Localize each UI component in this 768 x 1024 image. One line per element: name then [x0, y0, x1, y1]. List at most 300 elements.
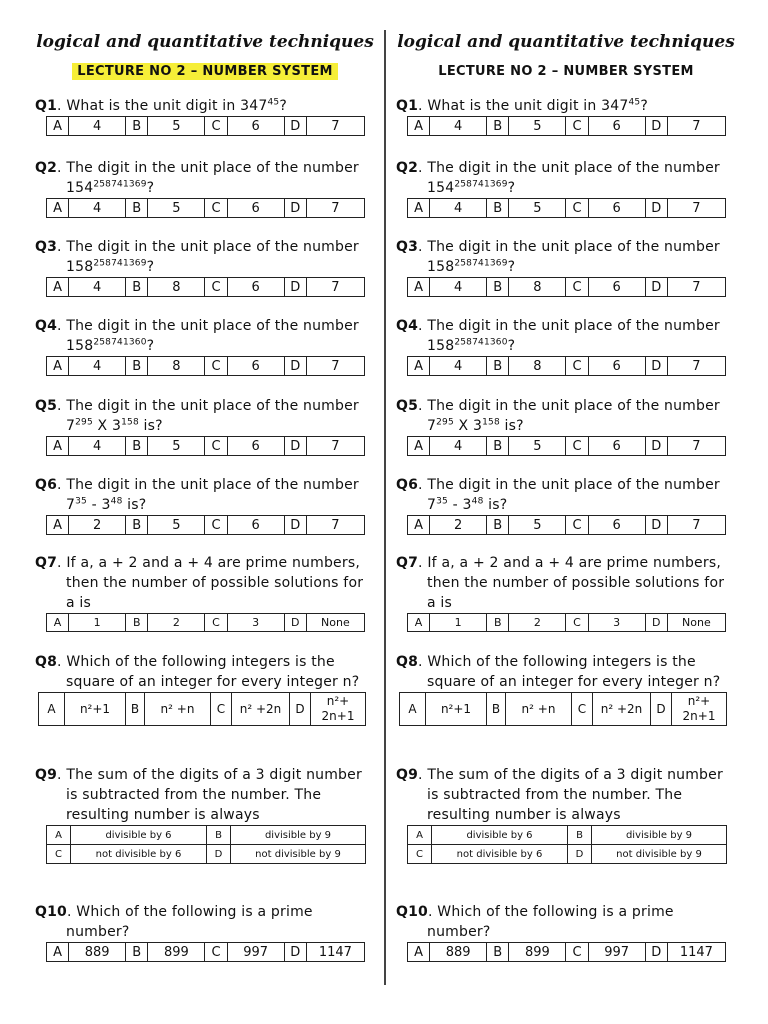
option-letter: D — [284, 357, 306, 376]
option-letter: A — [400, 693, 426, 726]
option-value: 4 — [69, 357, 126, 376]
question-8 — [35, 652, 375, 726]
option-letter: A — [47, 943, 69, 962]
question-text — [35, 96, 375, 116]
question-text-part: ? — [507, 338, 516, 354]
course-title: logical and quantitative techniques — [36, 32, 374, 52]
question-text-part: . Which of the following is a prime number? — [427, 904, 674, 940]
question-6 — [396, 475, 736, 535]
options-table — [407, 825, 727, 864]
option-letter: C — [566, 943, 588, 962]
question-number: Q9 — [35, 767, 58, 783]
option-letter: D — [284, 614, 306, 632]
question-text-part: . The sum of the digits of a 3 digit number is subtracted from the number. The resulting number is always — [57, 767, 362, 823]
option-value: 4 — [69, 278, 126, 297]
option-letter: B — [487, 278, 509, 297]
option-letter: B — [487, 357, 509, 376]
question-text-part: X 3 — [453, 418, 483, 434]
options-row — [47, 516, 365, 535]
question-number: Q6 — [396, 477, 419, 493]
question-number: Q4 — [396, 318, 419, 334]
option-value: 6 — [588, 357, 645, 376]
option-value: 3 — [227, 614, 284, 632]
option-value: 997 — [227, 943, 284, 962]
exponent: 158 — [482, 417, 500, 428]
exponent: 258741360 — [454, 337, 508, 348]
option-letter: A — [47, 117, 69, 136]
options-table — [46, 825, 366, 864]
options-table — [407, 515, 726, 535]
exponent: 258741369 — [454, 179, 508, 190]
option-letter: D — [284, 278, 306, 297]
option-letter: B — [126, 357, 148, 376]
option-value: 6 — [227, 278, 284, 297]
question-text-part: . The digit in the unit place of the number 154 — [418, 160, 720, 196]
option-value: divisible by 6 — [71, 826, 207, 845]
question-text — [396, 902, 736, 942]
option-letter: D — [284, 199, 306, 218]
options-row — [408, 943, 726, 962]
question-text-part: . Which of the following integers is the square of an integer for every integer n? — [57, 654, 360, 690]
question-number: Q2 — [35, 160, 58, 176]
column-divider — [384, 30, 386, 985]
question-text-part: . The digit in the unit place of the number 7 — [418, 477, 720, 513]
exponent: 295 — [75, 417, 93, 428]
question-text-part: . Which of the following is a prime number? — [66, 904, 313, 940]
question-number: Q2 — [396, 160, 419, 176]
question-text — [396, 396, 736, 436]
option-letter: C — [566, 516, 588, 535]
question-text-part: ? — [146, 259, 155, 275]
option-letter: B — [126, 117, 148, 136]
question-7 — [35, 553, 375, 632]
question-text-part: . The digit in the unit place of the number 158 — [57, 239, 359, 275]
question-number: Q5 — [35, 398, 58, 414]
option-value: 5 — [148, 437, 205, 456]
question-text-part: ? — [507, 180, 516, 196]
lecture-heading-wrap — [396, 60, 736, 79]
option-value: 6 — [227, 117, 284, 136]
exponent: 158 — [121, 417, 139, 428]
options-row — [400, 693, 727, 726]
question-3 — [396, 237, 736, 297]
option-letter: D — [290, 693, 311, 726]
question-text-part: . What is the unit digit in 347 — [418, 98, 629, 114]
option-letter: D — [284, 437, 306, 456]
option-letter: B — [487, 437, 509, 456]
question-text — [396, 96, 736, 116]
lecture-heading: LECTURE NO 2 – NUMBER SYSTEM — [72, 63, 338, 80]
exponent: 48 — [110, 496, 123, 507]
option-value: 5 — [509, 117, 566, 136]
option-letter: D — [568, 845, 592, 864]
option-letter: B — [487, 199, 509, 218]
options-table — [407, 198, 726, 218]
question-8 — [396, 652, 736, 726]
option-letter: C — [205, 278, 227, 297]
options-row — [408, 845, 727, 864]
question-text-part: ? — [146, 338, 155, 354]
option-value: 1 — [430, 614, 487, 632]
exponent: 258741360 — [93, 337, 147, 348]
option-value: 1 — [69, 614, 126, 632]
lecture-heading: LECTURE NO 2 – NUMBER SYSTEM — [438, 64, 694, 79]
option-letter: B — [126, 278, 148, 297]
option-letter: B — [126, 437, 148, 456]
question-10 — [396, 902, 736, 962]
question-number: Q1 — [35, 98, 58, 114]
option-letter: B — [126, 614, 148, 632]
option-value: 7 — [667, 199, 725, 218]
option-letter: A — [408, 614, 430, 632]
option-letter: A — [47, 278, 69, 297]
question-number: Q4 — [35, 318, 58, 334]
option-letter: C — [47, 845, 71, 864]
option-letter: C — [566, 199, 588, 218]
option-letter: D — [645, 516, 667, 535]
options-table — [46, 116, 365, 136]
options-row — [408, 516, 726, 535]
exponent: 35 — [75, 496, 87, 507]
option-letter: B — [487, 693, 506, 726]
exponent: 48 — [471, 496, 484, 507]
question-text-part: - 3 — [447, 497, 472, 513]
option-value: 4 — [430, 437, 487, 456]
option-letter: C — [566, 614, 588, 632]
course-title: logical and quantitative techniques — [397, 32, 735, 52]
option-value: 8 — [148, 357, 205, 376]
option-letter: A — [47, 516, 69, 535]
option-letter: D — [284, 943, 306, 962]
option-value: n² +n — [506, 693, 572, 726]
question-10 — [35, 902, 375, 962]
options-row — [47, 826, 366, 845]
option-letter: C — [566, 117, 588, 136]
option-value: 889 — [430, 943, 487, 962]
question-text — [396, 652, 736, 692]
options-row — [39, 693, 366, 726]
option-value: 8 — [509, 357, 566, 376]
option-letter: D — [645, 199, 667, 218]
option-letter: A — [408, 357, 430, 376]
options-table — [46, 436, 365, 456]
question-text-part: . The digit in the unit place of the number 154 — [57, 160, 359, 196]
option-letter: D — [645, 117, 667, 136]
option-value: 7 — [667, 278, 725, 297]
question-number: Q10 — [35, 904, 67, 920]
question-number: Q7 — [35, 555, 58, 571]
options-row — [408, 614, 726, 632]
option-value: 6 — [227, 357, 284, 376]
option-letter: B — [487, 117, 509, 136]
option-letter: C — [211, 693, 232, 726]
option-value: 7 — [667, 117, 725, 136]
option-value: n²+1 — [426, 693, 487, 726]
question-number: Q7 — [396, 555, 419, 571]
option-letter: A — [408, 278, 430, 297]
option-value: 6 — [227, 437, 284, 456]
option-value: 5 — [509, 516, 566, 535]
options-table — [38, 692, 366, 726]
option-value: 2 — [148, 614, 205, 632]
question-4 — [396, 316, 736, 376]
question-text-part: . The digit in the unit place of the number 158 — [418, 318, 720, 354]
option-value: not divisible by 6 — [71, 845, 207, 864]
option-value: 4 — [430, 357, 487, 376]
question-text-part: . The digit in the unit place of the number 158 — [57, 318, 359, 354]
option-letter: C — [205, 614, 227, 632]
option-value: not divisible by 6 — [432, 845, 568, 864]
options-row — [47, 357, 365, 376]
exponent: 35 — [436, 496, 448, 507]
option-value: n²+ 2n+1 — [311, 693, 366, 726]
option-letter: D — [284, 516, 306, 535]
question-text-part: . If a, a + 2 and a + 4 are prime numbers, then the number of possible solutions for a is — [57, 555, 364, 611]
question-7 — [396, 553, 736, 632]
question-text-part: is? — [138, 418, 163, 434]
question-text-part: is? — [122, 497, 147, 513]
options-row — [408, 278, 726, 297]
option-letter: C — [205, 516, 227, 535]
option-value: 6 — [588, 117, 645, 136]
option-letter: C — [566, 278, 588, 297]
question-3 — [35, 237, 375, 297]
option-value: 5 — [509, 199, 566, 218]
option-letter: B — [487, 943, 509, 962]
options-row — [408, 117, 726, 136]
option-letter: A — [408, 943, 430, 962]
option-value: 2 — [509, 614, 566, 632]
option-value: 5 — [148, 117, 205, 136]
options-table — [407, 356, 726, 376]
question-text-part: ? — [640, 98, 648, 114]
question-number: Q5 — [396, 398, 419, 414]
question-1 — [35, 96, 375, 136]
question-text — [396, 475, 736, 515]
question-text-part: ? — [146, 180, 155, 196]
question-text-part: is? — [483, 497, 508, 513]
option-value: 2 — [69, 516, 126, 535]
option-letter: A — [39, 693, 65, 726]
option-value: 7 — [306, 117, 364, 136]
options-table — [46, 198, 365, 218]
options-table — [407, 613, 726, 632]
question-number: Q9 — [396, 767, 419, 783]
options-row — [408, 826, 727, 845]
option-value: 3 — [588, 614, 645, 632]
option-letter: A — [408, 117, 430, 136]
question-text — [35, 765, 375, 825]
option-letter: C — [408, 845, 432, 864]
question-5 — [35, 396, 375, 456]
options-table — [399, 692, 727, 726]
option-value: 7 — [306, 278, 364, 297]
options-table — [46, 356, 365, 376]
option-letter: D — [645, 614, 667, 632]
option-value: 5 — [148, 199, 205, 218]
question-text-part: X 3 — [92, 418, 122, 434]
option-value: 7 — [667, 437, 725, 456]
option-letter: B — [126, 516, 148, 535]
option-value: divisible by 6 — [432, 826, 568, 845]
question-number: Q8 — [396, 654, 419, 670]
question-9 — [35, 765, 375, 864]
options-table — [46, 515, 365, 535]
question-text — [35, 652, 375, 692]
option-letter: C — [205, 943, 227, 962]
option-value: n² +2n — [593, 693, 651, 726]
option-letter: C — [566, 357, 588, 376]
option-value: 7 — [306, 357, 364, 376]
option-value: 6 — [227, 199, 284, 218]
option-value: 5 — [509, 437, 566, 456]
question-text-part: is? — [499, 418, 524, 434]
question-6 — [35, 475, 375, 535]
option-letter: B — [207, 826, 231, 845]
option-value: 899 — [509, 943, 566, 962]
question-text-part: . If a, a + 2 and a + 4 are prime numbers, then the number of possible solutions for a is — [418, 555, 725, 611]
option-value: 6 — [227, 516, 284, 535]
exponent: 258741369 — [454, 258, 508, 269]
option-value: not divisible by 9 — [592, 845, 727, 864]
option-letter: C — [566, 437, 588, 456]
question-number: Q10 — [396, 904, 428, 920]
option-letter: A — [47, 826, 71, 845]
options-row — [47, 437, 365, 456]
option-letter: C — [205, 437, 227, 456]
option-value: divisible by 9 — [592, 826, 727, 845]
option-value: 6 — [588, 199, 645, 218]
option-value: None — [667, 614, 725, 632]
options-table — [407, 942, 726, 962]
options-table — [407, 277, 726, 297]
option-letter: D — [284, 117, 306, 136]
option-letter: B — [126, 943, 148, 962]
option-value: n² +n — [145, 693, 211, 726]
option-letter: D — [645, 278, 667, 297]
option-value: 7 — [306, 199, 364, 218]
option-value: 7 — [306, 516, 364, 535]
option-value: n²+ 2n+1 — [672, 693, 727, 726]
question-text — [35, 316, 375, 356]
option-value: 4 — [69, 199, 126, 218]
option-value: 899 — [148, 943, 205, 962]
option-letter: A — [408, 437, 430, 456]
options-row — [47, 614, 365, 632]
option-value: 4 — [430, 278, 487, 297]
options-table — [46, 277, 365, 297]
option-letter: B — [568, 826, 592, 845]
question-text-part: . The digit in the unit place of the number 7 — [57, 398, 359, 434]
option-letter: B — [487, 614, 509, 632]
option-letter: A — [47, 199, 69, 218]
question-text-part: . Which of the following integers is the square of an integer for every integer n? — [418, 654, 721, 690]
question-text-part: . What is the unit digit in 347 — [57, 98, 268, 114]
option-letter: C — [572, 693, 593, 726]
options-row — [47, 117, 365, 136]
exponent: 45 — [628, 97, 641, 108]
question-text — [35, 553, 375, 613]
option-letter: C — [205, 117, 227, 136]
question-text — [35, 902, 375, 942]
question-text — [396, 158, 736, 198]
question-text — [35, 158, 375, 198]
question-text — [35, 475, 375, 515]
options-row — [408, 357, 726, 376]
option-value: 4 — [430, 199, 487, 218]
option-value: 889 — [69, 943, 126, 962]
question-text-part: ? — [279, 98, 287, 114]
options-table — [407, 116, 726, 136]
question-text — [35, 237, 375, 277]
option-letter: A — [408, 199, 430, 218]
option-value: 7 — [667, 357, 725, 376]
lecture-heading-wrap — [35, 60, 375, 79]
options-table — [46, 613, 365, 632]
question-text-part: . The digit in the unit place of the number 158 — [418, 239, 720, 275]
options-row — [47, 278, 365, 297]
question-number: Q3 — [396, 239, 419, 255]
exponent: 258741369 — [93, 258, 147, 269]
question-text-part: . The digit in the unit place of the number 7 — [418, 398, 720, 434]
option-value: 5 — [148, 516, 205, 535]
option-value: 7 — [667, 516, 725, 535]
option-letter: B — [487, 516, 509, 535]
question-number: Q3 — [35, 239, 58, 255]
question-9 — [396, 765, 736, 864]
question-text — [396, 237, 736, 277]
options-table — [407, 436, 726, 456]
option-letter: D — [207, 845, 231, 864]
option-value: 6 — [588, 437, 645, 456]
question-text-part: - 3 — [86, 497, 111, 513]
question-text — [396, 316, 736, 356]
option-letter: D — [645, 437, 667, 456]
option-value: n² +2n — [232, 693, 290, 726]
options-row — [47, 943, 365, 962]
option-value: n²+1 — [65, 693, 126, 726]
option-letter: A — [408, 826, 432, 845]
question-4 — [35, 316, 375, 376]
options-row — [47, 845, 366, 864]
option-value: 1147 — [667, 943, 725, 962]
options-row — [47, 199, 365, 218]
option-letter: A — [47, 357, 69, 376]
option-value: 997 — [588, 943, 645, 962]
option-value: 2 — [430, 516, 487, 535]
option-letter: D — [651, 693, 672, 726]
exponent: 295 — [436, 417, 454, 428]
option-value: 8 — [509, 278, 566, 297]
option-value: divisible by 9 — [231, 826, 366, 845]
exponent: 258741369 — [93, 179, 147, 190]
option-value: 4 — [69, 437, 126, 456]
question-number: Q8 — [35, 654, 58, 670]
option-value: 4 — [69, 117, 126, 136]
option-value: 7 — [306, 437, 364, 456]
options-row — [408, 437, 726, 456]
question-5 — [396, 396, 736, 456]
option-value: 6 — [588, 516, 645, 535]
question-text-part: ? — [507, 259, 516, 275]
option-value: not divisible by 9 — [231, 845, 366, 864]
question-text-part: . The digit in the unit place of the number 7 — [57, 477, 359, 513]
option-letter: B — [126, 199, 148, 218]
question-text-part: . The sum of the digits of a 3 digit number is subtracted from the number. The resulting number is always — [418, 767, 723, 823]
option-value: 4 — [430, 117, 487, 136]
option-letter: A — [408, 516, 430, 535]
option-value: None — [306, 614, 364, 632]
